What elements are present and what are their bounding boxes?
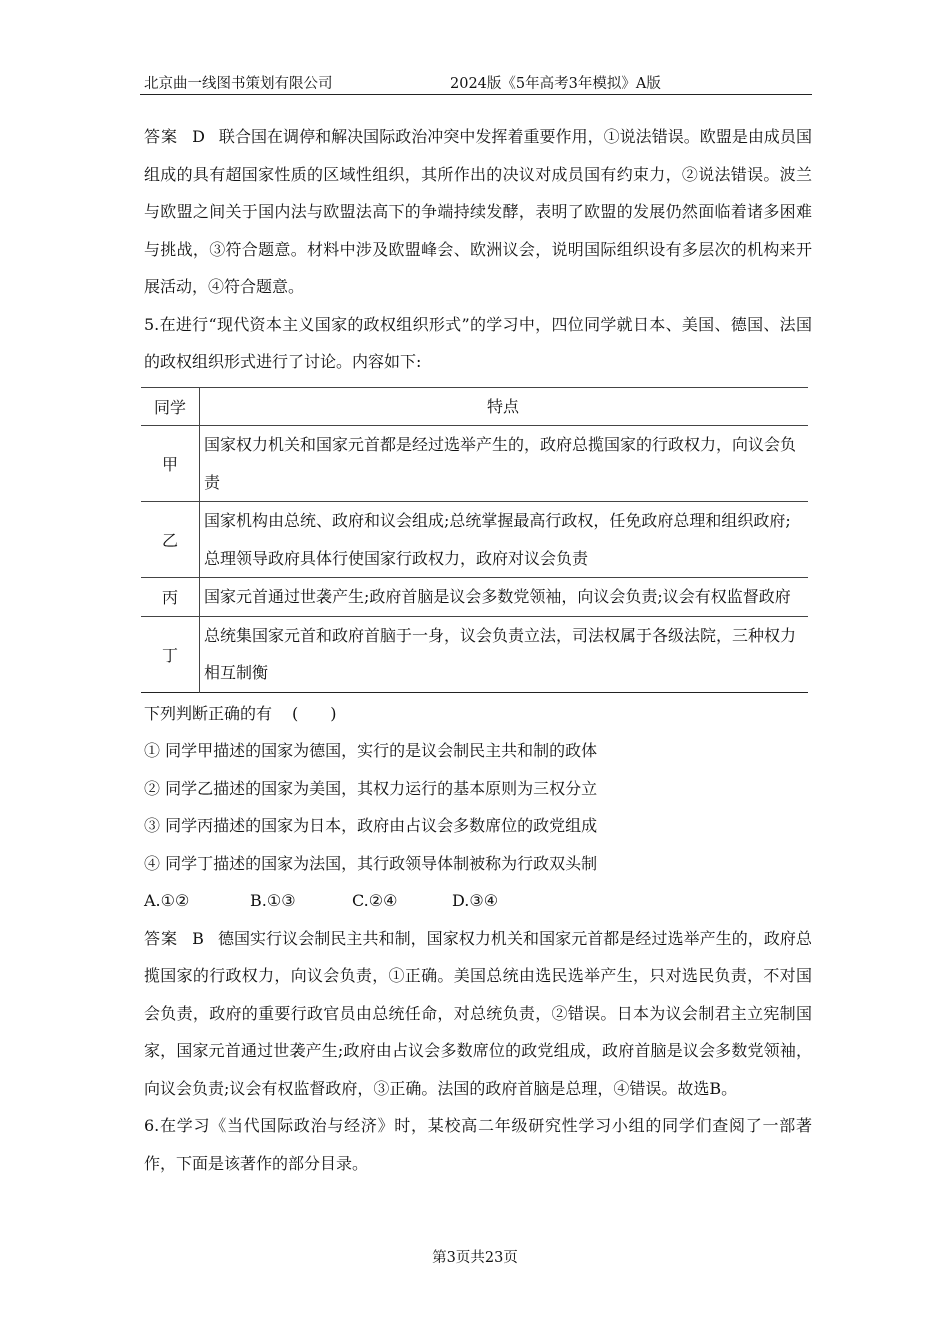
student-cell: 丙	[141, 578, 200, 617]
book-title: 2024版《5年高考3年模拟》A版	[450, 76, 661, 92]
student-cell: 甲	[141, 426, 200, 502]
column-header-student: 同学	[141, 387, 200, 426]
table-header-row	[141, 387, 808, 426]
feature-cell: 总统集国家元首和政府首脑于一身，议会负责立法，司法权属于各级法院，三种权力相互制衡	[200, 616, 809, 692]
feature-cell: 国家机构由总统、政府和议会组成;总统掌握最高行政权，任免政府总理和组织政府;总理领导政府具体行使国家行政权力，政府对议会负责	[200, 502, 809, 578]
statement-4: ④ 同学丁描述的国家为法国，其行政领导体制被称为行政双头制	[144, 853, 598, 873]
answer-options	[144, 882, 812, 920]
feature-cell: 国家权力机关和国家元首都是经过选举产生的，政府总揽国家的行政权力，向议会负责	[200, 426, 809, 502]
question-5-prompt	[144, 695, 812, 733]
statement-3: ③ 同学丙描述的国家为日本，政府由占议会多数席位的政党组成	[144, 816, 598, 835]
answer-label: 答案	[144, 127, 179, 146]
answer-explanation: 德国实行议会制民主共和制，国家权力机关和国家元首都是经过选举产生的，政府总揽国家的行政权力，向议会负责，①正确。美国总统由选民选举产生，只对选民负责，不对国会负责，政府的重要行政官员由总统任命，对总统负责，②错误。日本为议会制君主立宪制国家，国家元首通过世袭产生;政府由占议会多数席位的政党组成，政府首脑是议会多数党领袖，向议会负责;议会有权监督政府，③正确。法国的政府首脑是总理，④错误。故选B。	[144, 928, 812, 1098]
question-6-stem: 6.在学习《当代国际政治与经济》时，某校高二年级研究性学习小组的同学们查阅了一部著作，下面是该著作的部分目录。	[144, 1116, 812, 1173]
feature-cell: 国家元首通过世袭产生;政府首脑是议会多数党领袖，向议会负责;议会有权监督政府	[200, 578, 809, 617]
option-c: C.②④	[352, 891, 398, 910]
question-5-stem: 5.在进行“现代资本主义国家的政权组织形式”的学习中，四位同学就日本、美国、德国、法国的政权组织形式进行了讨论。内容如下:	[144, 314, 812, 371]
answer-letter: B	[192, 928, 204, 948]
option-a: A.①②	[144, 891, 190, 910]
feature-table	[141, 387, 808, 693]
answer-letter: D	[192, 127, 205, 146]
option-b: B.①③	[250, 891, 296, 910]
option-d: D.③④	[452, 891, 499, 910]
column-header-feature: 特点	[200, 387, 809, 426]
answer-5	[144, 920, 812, 1108]
student-cell: 乙	[141, 502, 200, 578]
table-row	[141, 578, 808, 617]
table-row	[141, 502, 808, 578]
answer-4	[144, 118, 812, 306]
prompt-text: 下列判断正确的有	[144, 703, 273, 723]
publisher-name: 北京曲一线图书策划有限公司	[144, 76, 333, 92]
student-cell: 丁	[141, 616, 200, 692]
table-row	[141, 426, 808, 502]
statement-1: ① 同学甲描述的国家为德国，实行的是议会制民主共和制的政体	[144, 741, 598, 760]
statement-2: ② 同学乙描述的国家为美国，其权力运行的基本原则为三权分立	[144, 778, 598, 798]
answer-parentheses: ( )	[292, 703, 337, 723]
page-header	[140, 68, 812, 95]
answer-explanation: 联合国在调停和解决国际政治冲突中发挥着重要作用，①说法错误。欧盟是由成员国组成的具有超国家性质的区域性组织，其所作出的决议对成员国有约束力，②说法错误。波兰与欧盟之间关于国内法与欧盟法高下的争端持续发酵，表明了欧盟的发展仍然面临着诸多困难与挑战，③符合题意。材料中涉及欧盟峰会、欧洲议会，说明国际组织设有多层次的机构来开展活动，④符合题意。	[144, 127, 812, 296]
table-row	[141, 616, 808, 692]
page-number: 第3页共23页	[432, 1250, 518, 1266]
page-content	[144, 118, 812, 1182]
answer-label: 答案	[144, 928, 179, 948]
